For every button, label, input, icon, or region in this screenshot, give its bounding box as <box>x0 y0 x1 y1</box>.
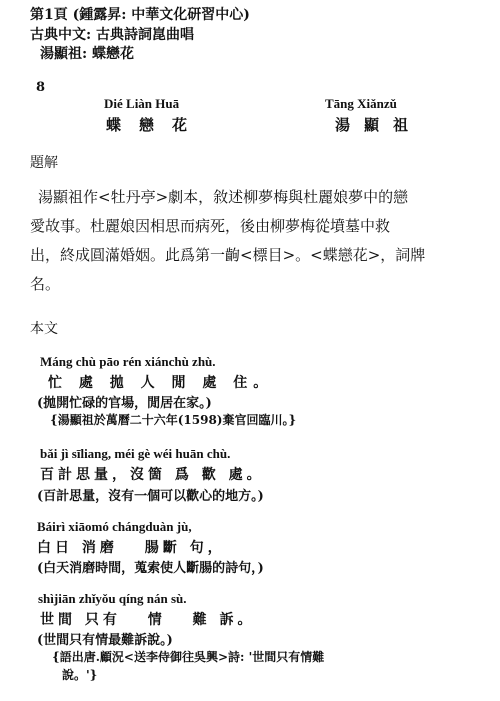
title-hanzi: 蝶戀花 <box>106 116 206 134</box>
verse-2-pinyin: bǎi jì sīliang, méi gè wéi huān chù. <box>40 446 231 461</box>
verse-4-gloss: (世間只有情最難訴說。) <box>37 633 173 648</box>
verse-3-pinyin: Báirì xiāomó chángduàn jù, <box>37 519 192 534</box>
author-hanzi: 湯顯祖 <box>335 116 423 134</box>
verse-4-note: {語出唐.顧況<送李侍御往吳興>詩: '世間只有情難 <box>52 650 325 664</box>
header-line-1: 第1頁 (鍾露昇: 中華文化研習中心) <box>30 7 250 23</box>
verse-3-hanzi: 白日 消磨 腸斷 句， <box>37 540 226 556</box>
item-number: 8 <box>36 80 46 95</box>
verse-4-note-cont: 說。'} <box>62 668 98 682</box>
header-line-2: 古典中文: 古典詩詞崑曲唱 <box>30 27 195 43</box>
header-line-3: 湯顯祖: 蝶戀花 <box>40 46 135 62</box>
verse-1-hanzi: 忙 處 拋 人 閒 處 住。 <box>48 375 274 391</box>
title-pinyin: Dié Liàn Huā <box>104 96 180 111</box>
verse-4-hanzi: 世間 只有 情 難 訴。 <box>40 612 256 628</box>
verse-4-pinyin: shìjiān zhǐyǒu qíng nán sù. <box>38 591 187 606</box>
benwen-heading: 本文 <box>30 321 58 337</box>
verse-2-gloss: (百計思量，沒有一個可以歡心的地方。) <box>37 489 264 504</box>
tijie-line-2: 愛故事。杜麗娘因相思而病死，後由柳夢梅從墳墓中救 <box>30 217 391 235</box>
author-pinyin: Tāng Xiǎnzǔ <box>325 96 397 111</box>
tijie-line-1: 湯顯祖作<牡丹亭>劇本，敘述柳夢梅與杜麗娘夢中的戀 <box>38 188 409 206</box>
verse-3-gloss: (白天消磨時間，蒐索使人斷腸的詩句，) <box>37 561 264 576</box>
tijie-heading: 題解 <box>30 155 58 171</box>
tijie-line-4: 名。 <box>30 275 61 293</box>
verse-1-gloss: (拋開忙碌的官場，閒居在家。) <box>37 396 212 411</box>
tijie-line-3: 出，終成圓滿婚姻。此爲第一齣<標目>。<蝶戀花>，詞牌 <box>30 246 426 264</box>
verse-1-note: {湯顯祖於萬曆二十六年(1598)棄官回臨川。} <box>50 413 297 427</box>
verse-1-pinyin: Máng chù pāo rén xiánchù zhù. <box>40 354 216 369</box>
verse-2-hanzi: 百計思量，沒箇 爲 歡 處。 <box>40 467 265 483</box>
